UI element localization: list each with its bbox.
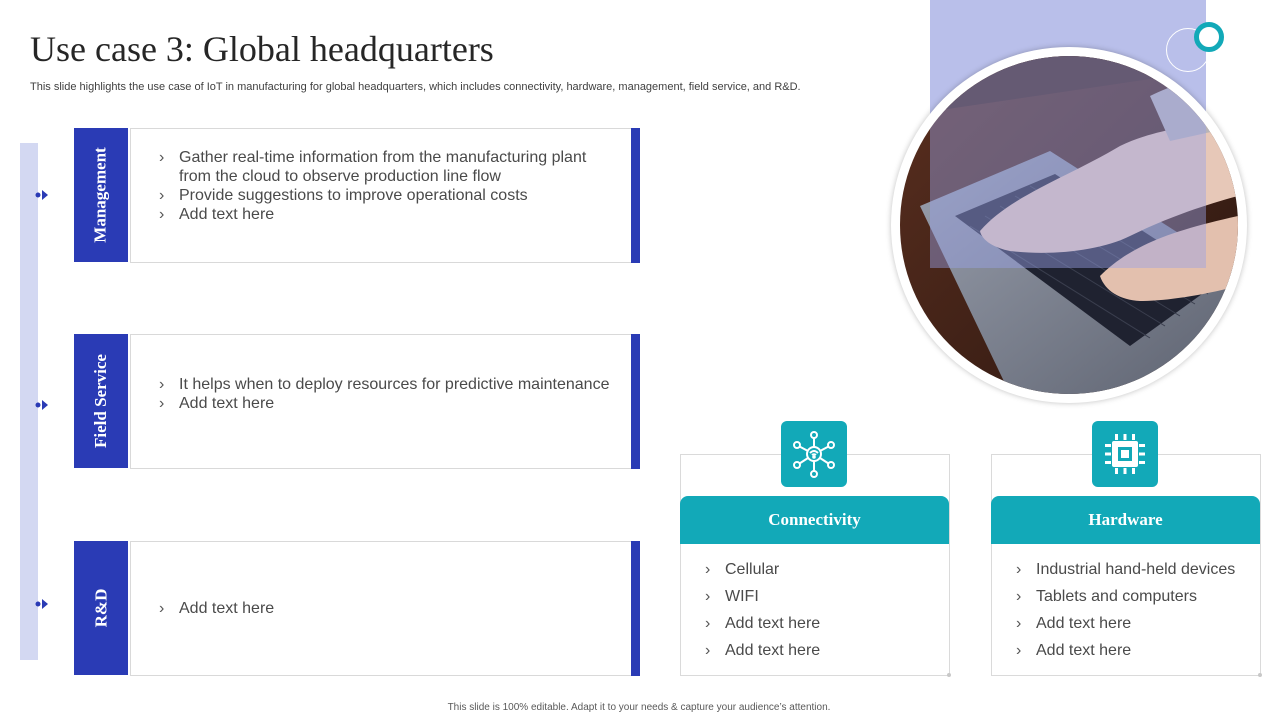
row-label-management <box>74 128 128 262</box>
list-item: › WIFI <box>705 583 820 610</box>
row-label-text: R&D <box>91 588 110 628</box>
timeline-marker-icon <box>34 597 50 611</box>
slide-title: Use case 3: Global headquarters <box>30 29 494 69</box>
list-item: › Gather real-time information from the manufacturing plant from the cloud to observe production line flow <box>159 148 599 186</box>
row-label-field-service <box>74 334 128 468</box>
corner-dot <box>947 673 951 677</box>
list-item: › Add text here <box>1016 637 1235 664</box>
list-item: › Add text here <box>705 637 820 664</box>
row-label-rnd <box>74 541 128 675</box>
row-card-rnd <box>130 541 631 676</box>
list-item: › Add text here <box>705 610 820 637</box>
bullet-list <box>131 375 631 413</box>
list-item: › Industrial hand-held devices <box>1016 556 1235 583</box>
bullet-list <box>131 599 631 618</box>
laptop-typing-photo <box>900 56 1238 394</box>
list-item: › Add text here <box>1016 610 1235 637</box>
list-item: › Tablets and computers <box>1016 583 1235 610</box>
connectivity-heading: Connectivity <box>680 496 949 544</box>
decorative-teal-ring <box>1194 22 1224 52</box>
list-item: › It helps when to deploy resources for predictive maintenance <box>159 375 639 394</box>
corner-dot <box>1258 673 1262 677</box>
list-item: › Cellular <box>705 556 820 583</box>
list-item: › Provide suggestions to improve operational costs <box>159 186 599 205</box>
slide-footer: This slide is 100% editable. Adapt it to your needs & capture your audience’s attention. <box>447 702 831 713</box>
hardware-heading: Hardware <box>991 496 1260 544</box>
list-item: › Add text here <box>159 394 599 413</box>
chip-icon <box>1092 421 1158 487</box>
slide-subtitle: This slide highlights the use case of IoT in manufacturing for global headquarters, which includes connectivity, hardware, management, field service, and R&D. <box>30 81 801 93</box>
timeline-marker-icon <box>34 188 50 202</box>
row-card-field-service <box>130 334 631 469</box>
hardware-list <box>1016 556 1235 664</box>
row-card-management <box>130 128 631 263</box>
row-accent-bar <box>631 541 640 676</box>
row-accent-bar <box>631 128 640 263</box>
row-accent-bar <box>631 334 640 469</box>
network-icon <box>781 421 847 487</box>
list-item: › Add text here <box>159 205 599 224</box>
connectivity-list <box>705 556 820 664</box>
list-item: › Add text here <box>159 599 599 618</box>
row-label-text: Management <box>91 147 110 243</box>
timeline-marker-icon <box>34 398 50 412</box>
row-label-text: Field Service <box>91 354 111 448</box>
bullet-list <box>131 148 631 224</box>
